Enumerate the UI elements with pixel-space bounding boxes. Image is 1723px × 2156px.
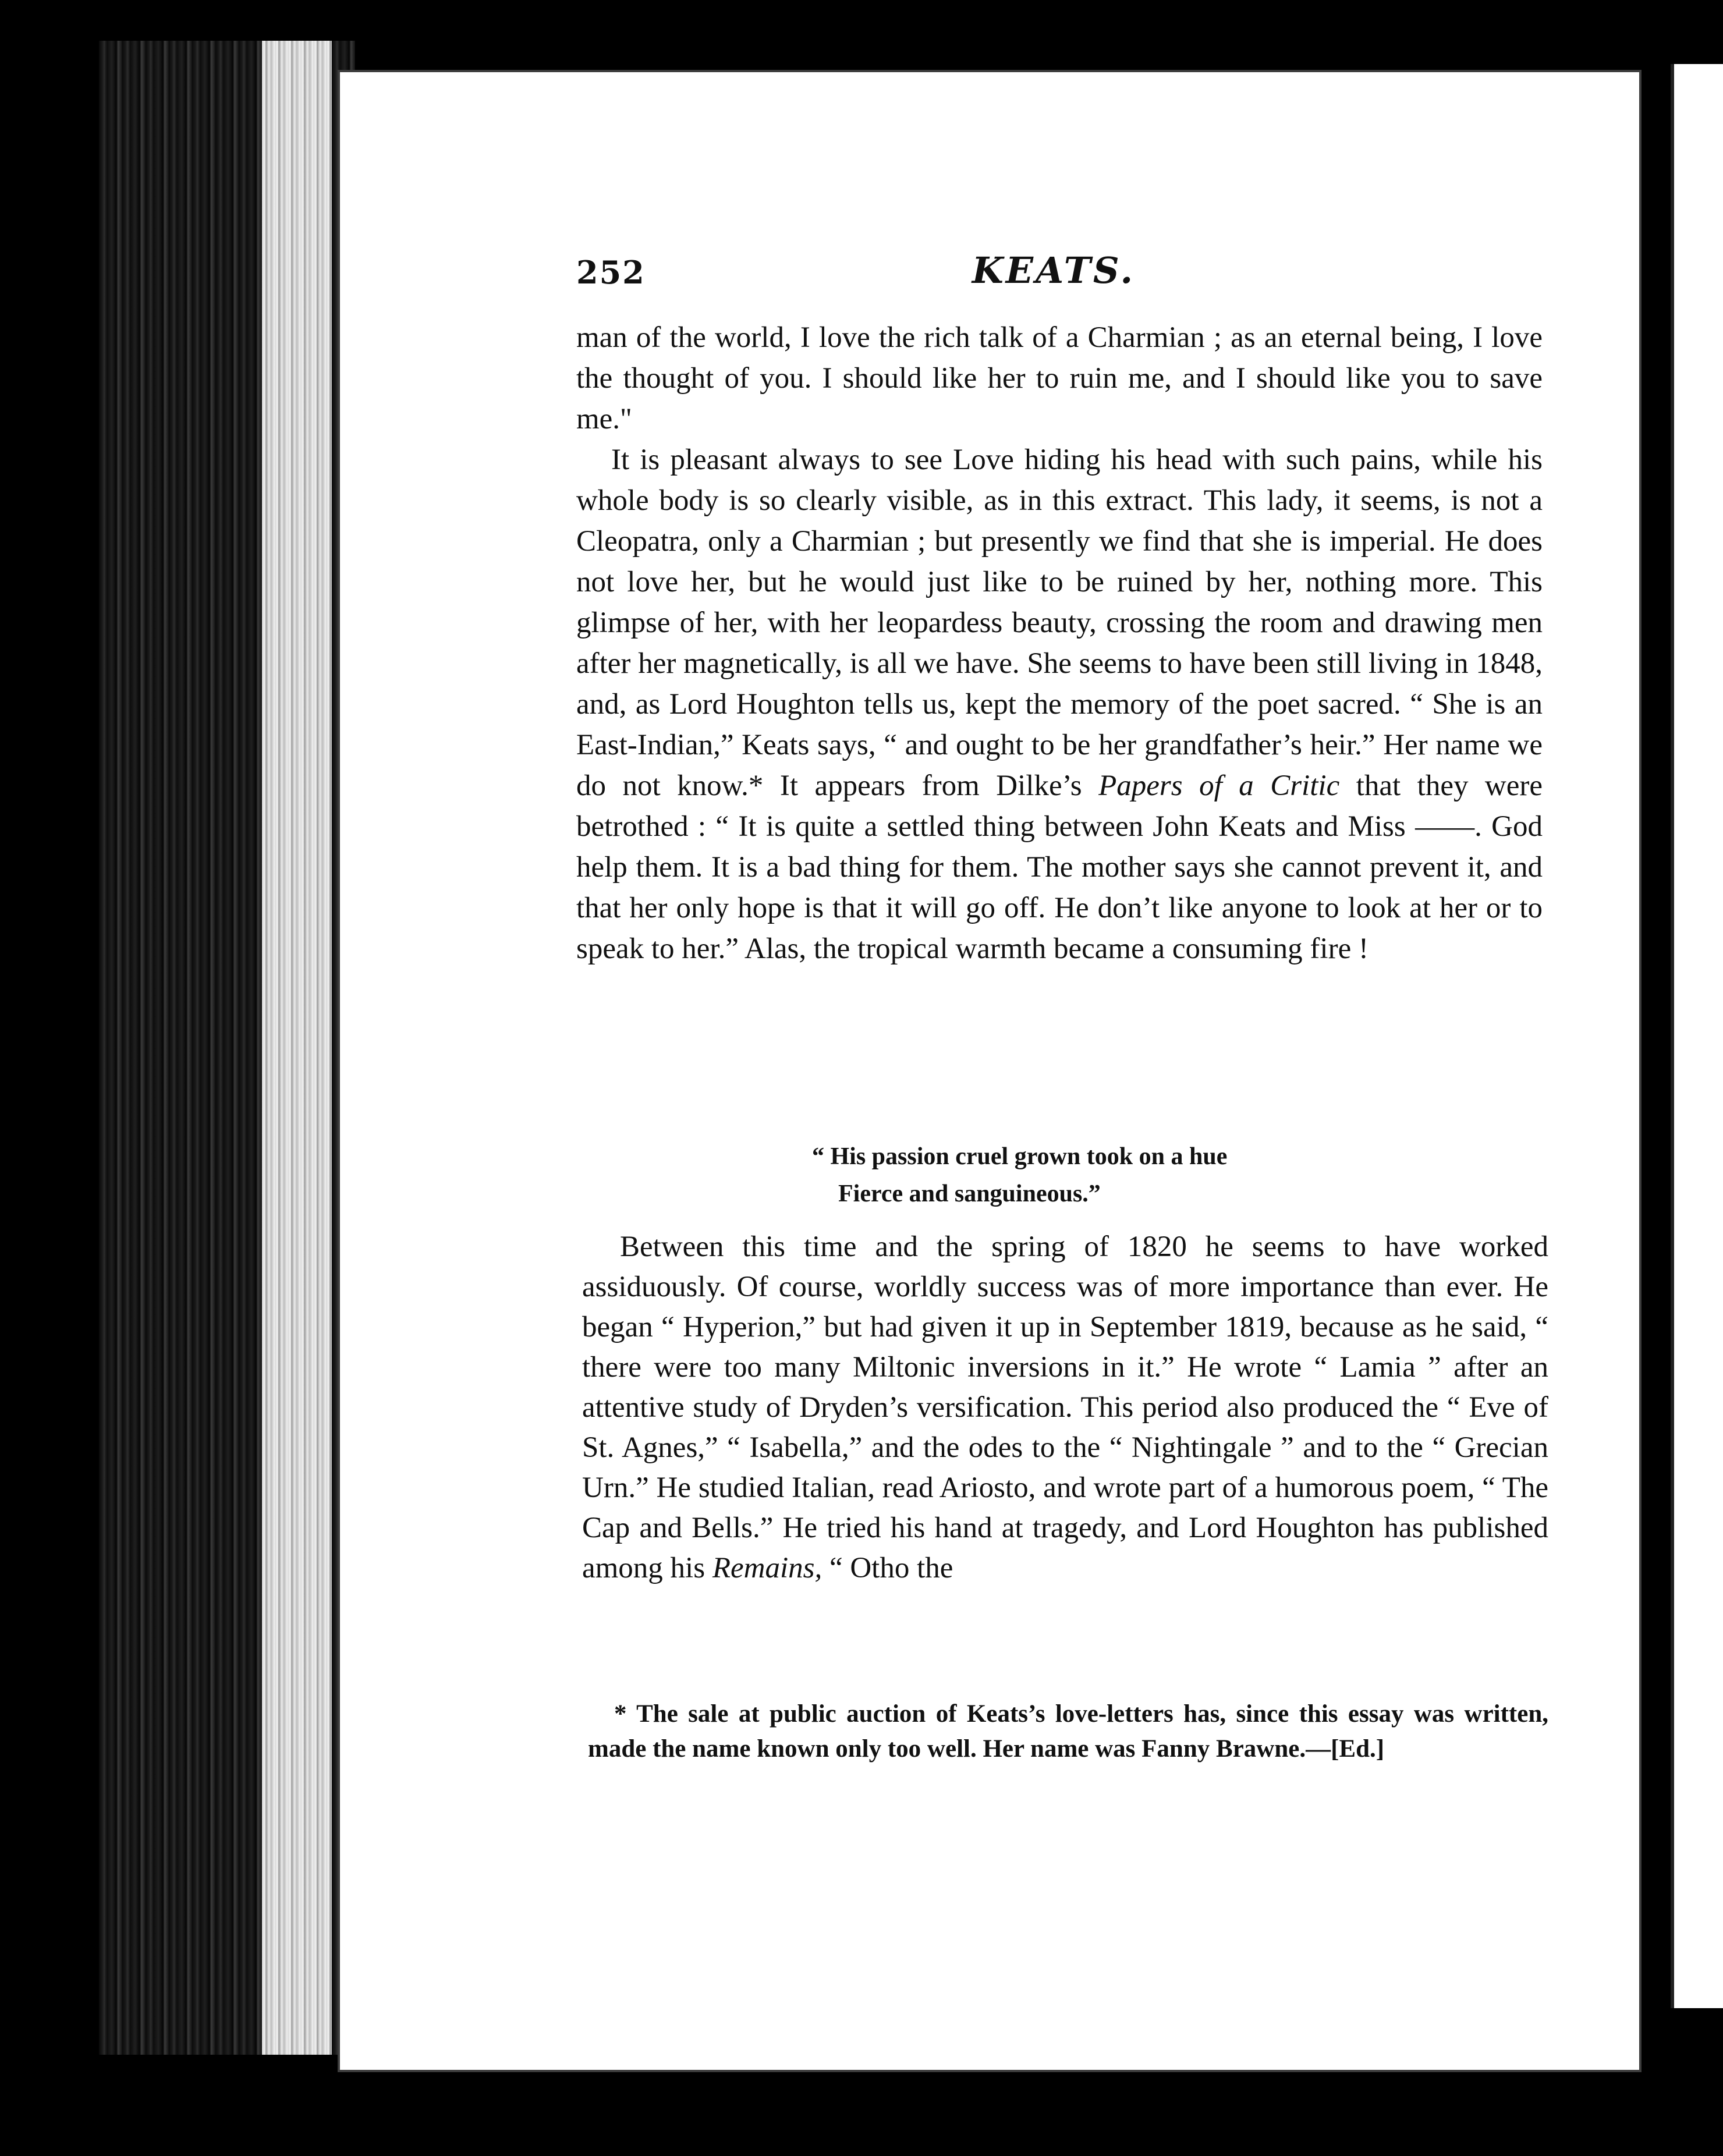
- body-text-upper: [576, 317, 1543, 969]
- paragraph-text: that they were betrothed : “ It is quite a settled thing between John Keats and Miss ——. God help them. It is a bad thing for them. The mother says she cannot prevent it, and that her only hope is that it will go off. He don’t like anyone to look at her or to speak to her.” Alas, the tropical warmth became a consuming fire !: [576, 770, 1543, 965]
- footnote: [588, 1697, 1548, 1767]
- paragraph-text: Between this time and the spring of 1820 he seems to have worked assiduously. Of course, worldly success was of more importance than ever. He began “ Hyperion,” but had given it up in September 1819, because as he said, “ there were too many Miltonic inversions in it.” He wrote “ Lamia ” after an attentive study of Dryden’s versification. This period also produced the “ Eve of St. Agnes,” “ Isabella,” and the odes to the “ Nightingale ” and to the “ Grecian Urn.” He studied Italian, read Ariosto, and wrote part of a humorous poem, “ The Cap and Bells.” He tried his hand at tragedy, and Lord Houghton has published among his: [582, 1231, 1548, 1584]
- verse-line: “ His passion cruel grown took on a hue: [812, 1143, 1228, 1170]
- book-edge-stack: [99, 41, 355, 2055]
- paragraph-love-hiding: [576, 439, 1543, 969]
- facing-page-edge: [1671, 64, 1723, 2008]
- body-text-lower: [582, 1227, 1548, 1588]
- book-title-remains: Remains,: [712, 1552, 822, 1584]
- footnote-text: * The sale at public auction of Keats’s love-letters has, since this essay was written, made the name known only too well. Her name was Fanny Brawne.—[Ed.]: [588, 1700, 1548, 1763]
- verse-line: Fierce and sanguineous.”: [838, 1180, 1101, 1207]
- verse-quote: [812, 1138, 1227, 1212]
- page-header: [576, 249, 1531, 296]
- book-title-papers-of-a-critic: Papers of a Critic: [1098, 770, 1340, 802]
- running-title: KEATS.: [972, 249, 1136, 292]
- paragraph-text: It is pleasant always to see Love hiding his head with such pains, while his whole body is so clearly visible, as in this extract. This lady, it seems, is not a Cleopatra, only a Charmian ; but presently we find that she is imperial. He does not love her, but he would just like to be ruined by her, nothing more. This glimpse of her, with her leopardess beauty, crossing the room and drawing men after her magnetically, is all we have. She seems to have been still living in 1848, and, as Lord Houghton tells us, kept the memory of the poet sacred. “ She is an East-Indian,” Keats says, “ and ought to be her grandfather’s heir.” Her name we do not know.* It appears from Dilke’s: [576, 444, 1543, 802]
- paragraph-text: “ Otho the: [829, 1552, 953, 1584]
- page-number: 252: [576, 254, 646, 291]
- paragraph-continuation: man of the world, I love the rich talk of a Charmian ; as an eternal being, I love the thought of you. I should like her to ruin me, and I should like you to save me.": [576, 321, 1543, 435]
- paragraph-between-this-time: [582, 1227, 1548, 1588]
